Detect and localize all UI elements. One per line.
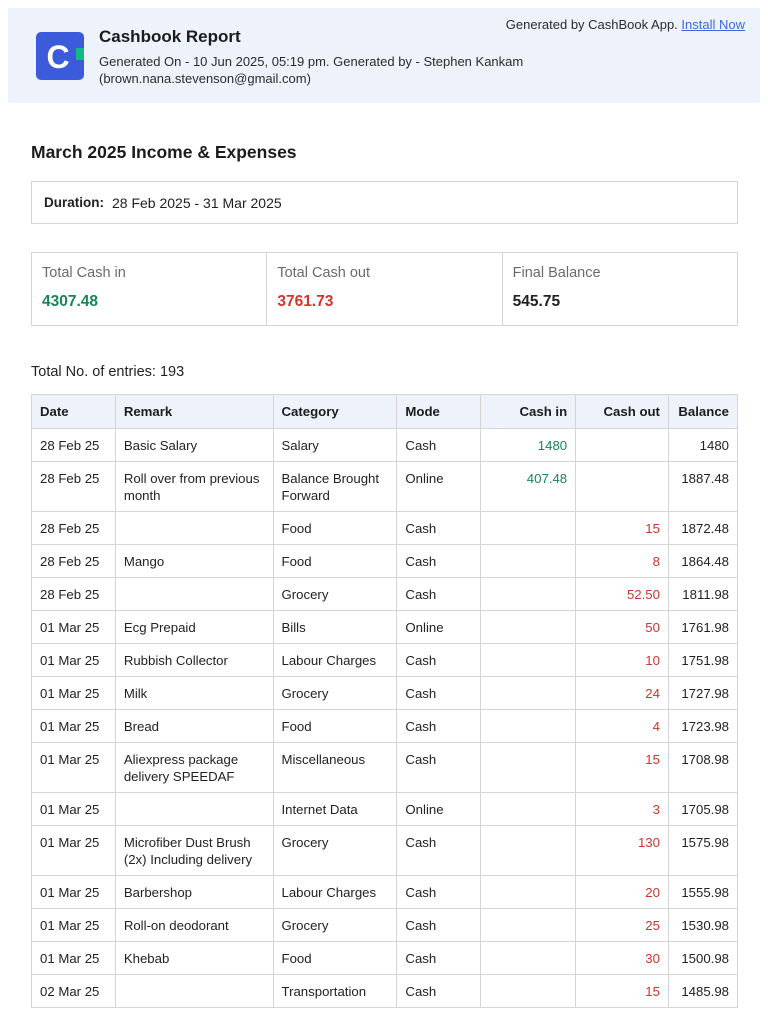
cell-remark: Milk [115, 677, 273, 710]
transactions-table [31, 394, 738, 1008]
table-row [32, 876, 738, 909]
cell-cash-in [481, 578, 576, 611]
cashbook-logo-icon [36, 32, 84, 80]
cell-remark: Rubbish Collector [115, 644, 273, 677]
cell-cash-in [481, 677, 576, 710]
duration-label: Duration: [44, 195, 104, 210]
final-balance-cell [503, 253, 737, 325]
cell-balance: 1480 [668, 429, 737, 462]
cell-remark [115, 578, 273, 611]
logo-letter: C [46, 39, 70, 75]
cell-category: Labour Charges [273, 876, 397, 909]
cell-mode: Cash [397, 545, 481, 578]
final-balance-label: Final Balance [512, 265, 601, 281]
cell-balance: 1727.98 [668, 677, 737, 710]
cell-remark: Basic Salary [115, 429, 273, 462]
cell-remark [115, 975, 273, 1008]
cell-mode: Cash [397, 743, 481, 793]
cell-date: 01 Mar 25 [32, 909, 116, 942]
cell-mode: Cash [397, 512, 481, 545]
cell-date: 28 Feb 25 [32, 429, 116, 462]
cell-remark [115, 793, 273, 826]
cell-cash-out [576, 429, 669, 462]
cell-mode: Cash [397, 644, 481, 677]
cell-cash-out: 3 [576, 793, 669, 826]
column-header-cash-out: Cash out [576, 395, 669, 429]
cell-date: 01 Mar 25 [32, 942, 116, 975]
cell-cash-in [481, 512, 576, 545]
cell-category: Balance Brought Forward [273, 462, 397, 512]
cell-category: Salary [273, 429, 397, 462]
cell-cash-in [481, 876, 576, 909]
cell-cash-in [481, 710, 576, 743]
cell-cash-out: 30 [576, 942, 669, 975]
table-row [32, 429, 738, 462]
cell-remark: Ecg Prepaid [115, 611, 273, 644]
table-row [32, 644, 738, 677]
cell-cash-in [481, 743, 576, 793]
table-row [32, 545, 738, 578]
table-row [32, 743, 738, 793]
cell-category: Grocery [273, 578, 397, 611]
cell-balance: 1887.48 [668, 462, 737, 512]
cell-cash-out: 15 [576, 743, 669, 793]
cell-cash-out: 15 [576, 512, 669, 545]
cell-date: 28 Feb 25 [32, 462, 116, 512]
table-row [32, 826, 738, 876]
cell-cash-out: 20 [576, 876, 669, 909]
cell-category: Grocery [273, 909, 397, 942]
cell-remark: Roll-on deodorant [115, 909, 273, 942]
cell-cash-out: 130 [576, 826, 669, 876]
column-header-mode: Mode [397, 395, 481, 429]
table-row [32, 677, 738, 710]
total-cash-in-label: Total Cash in [42, 265, 126, 281]
cell-cash-out: 15 [576, 975, 669, 1008]
cell-date: 01 Mar 25 [32, 644, 116, 677]
table-header-row [32, 395, 738, 429]
cell-balance: 1864.48 [668, 545, 737, 578]
cell-cash-out: 50 [576, 611, 669, 644]
cell-date: 02 Mar 25 [32, 975, 116, 1008]
cell-date: 01 Mar 25 [32, 793, 116, 826]
table-row [32, 909, 738, 942]
cell-date: 01 Mar 25 [32, 677, 116, 710]
cell-balance: 1708.98 [668, 743, 737, 793]
table-row [32, 975, 738, 1008]
cell-remark: Aliexpress package delivery SPEEDAF [115, 743, 273, 793]
cell-mode: Cash [397, 578, 481, 611]
cell-balance: 1575.98 [668, 826, 737, 876]
total-cash-out-value: 3761.73 [277, 293, 334, 310]
cell-balance: 1485.98 [668, 975, 737, 1008]
cell-remark: Barbershop [115, 876, 273, 909]
cell-cash-in [481, 644, 576, 677]
total-entries: Total No. of entries: 193 [31, 364, 185, 380]
install-now-link[interactable]: Install Now [681, 17, 745, 32]
cell-category: Bills [273, 611, 397, 644]
cell-category: Food [273, 942, 397, 975]
cell-cash-out [576, 462, 669, 512]
cell-cash-in [481, 793, 576, 826]
cell-cash-in [481, 826, 576, 876]
total-cash-in-value: 4307.48 [42, 293, 99, 310]
table-row [32, 462, 738, 512]
cell-date: 01 Mar 25 [32, 743, 116, 793]
cell-cash-in [481, 975, 576, 1008]
cell-category: Food [273, 512, 397, 545]
duration-value: 28 Feb 2025 - 31 Mar 2025 [112, 194, 282, 211]
table-row [32, 578, 738, 611]
cell-cash-out: 52.50 [576, 578, 669, 611]
cell-date: 28 Feb 25 [32, 578, 116, 611]
table-row [32, 611, 738, 644]
table-row [32, 512, 738, 545]
cell-cash-out: 25 [576, 909, 669, 942]
total-cash-out-cell [267, 253, 502, 325]
cell-cash-out: 8 [576, 545, 669, 578]
cell-balance: 1811.98 [668, 578, 737, 611]
report-title: Cashbook Report [99, 27, 241, 46]
table-row [32, 942, 738, 975]
cell-date: 28 Feb 25 [32, 512, 116, 545]
column-header-category: Category [273, 395, 397, 429]
total-cash-in-cell [32, 253, 267, 325]
generated-by-text: Generated by CashBook App. [505, 17, 678, 32]
cell-balance: 1500.98 [668, 942, 737, 975]
cell-balance: 1555.98 [668, 876, 737, 909]
column-header-date: Date [32, 395, 116, 429]
cell-category: Food [273, 545, 397, 578]
cell-cash-in [481, 909, 576, 942]
generated-by-app [506, 17, 745, 32]
cell-category: Labour Charges [273, 644, 397, 677]
cell-mode: Cash [397, 826, 481, 876]
cell-balance: 1761.98 [668, 611, 737, 644]
cell-category: Internet Data [273, 793, 397, 826]
column-header-balance: Balance [668, 395, 737, 429]
column-header-remark: Remark [115, 395, 273, 429]
table-row [32, 710, 738, 743]
report-header [8, 8, 760, 103]
cell-date: 01 Mar 25 [32, 710, 116, 743]
cell-balance: 1751.98 [668, 644, 737, 677]
cell-mode: Cash [397, 710, 481, 743]
cell-balance: 1723.98 [668, 710, 737, 743]
cell-cash-in [481, 545, 576, 578]
cell-mode: Cash [397, 876, 481, 909]
cell-mode: Cash [397, 942, 481, 975]
cell-remark: Mango [115, 545, 273, 578]
cell-date: 01 Mar 25 [32, 611, 116, 644]
generated-info: Generated On - 10 Jun 2025, 05:19 pm. Generated by - Stephen Kankam (brown.nana.stevenson@gmail.com) [99, 54, 524, 86]
cell-mode: Online [397, 462, 481, 512]
cell-mode: Online [397, 793, 481, 826]
cell-mode: Cash [397, 429, 481, 462]
cell-category: Food [273, 710, 397, 743]
cell-remark [115, 512, 273, 545]
cell-date: 01 Mar 25 [32, 876, 116, 909]
column-header-cash-in: Cash in [481, 395, 576, 429]
cell-cash-in: 1480 [481, 429, 576, 462]
cell-remark: Roll over from previous month [115, 462, 273, 512]
cell-balance: 1705.98 [668, 793, 737, 826]
final-balance-value: 545.75 [512, 293, 561, 310]
total-cash-out-label: Total Cash out [277, 265, 371, 281]
cell-date: 01 Mar 25 [32, 826, 116, 876]
cell-mode: Cash [397, 909, 481, 942]
cell-cash-out: 4 [576, 710, 669, 743]
cell-cash-in: 407.48 [481, 462, 576, 512]
cell-mode: Online [397, 611, 481, 644]
cell-remark: Khebab [115, 942, 273, 975]
cell-category: Miscellaneous [273, 743, 397, 793]
cell-cash-out: 24 [576, 677, 669, 710]
month-title: March 2025 Income & Expenses [31, 142, 297, 162]
cell-cash-in [481, 942, 576, 975]
cell-mode: Cash [397, 677, 481, 710]
cell-date: 28 Feb 25 [32, 545, 116, 578]
cell-category: Grocery [273, 677, 397, 710]
cell-remark: Bread [115, 710, 273, 743]
cell-cash-out: 10 [576, 644, 669, 677]
summary-box [31, 252, 738, 326]
cell-remark: Microfiber Dust Brush (2x) Including delivery [115, 826, 273, 876]
duration-box [31, 181, 738, 224]
cell-category: Grocery [273, 826, 397, 876]
cell-cash-in [481, 611, 576, 644]
table-row [32, 793, 738, 826]
cell-mode: Cash [397, 975, 481, 1008]
cell-balance: 1530.98 [668, 909, 737, 942]
cell-balance: 1872.48 [668, 512, 737, 545]
cell-category: Transportation [273, 975, 397, 1008]
